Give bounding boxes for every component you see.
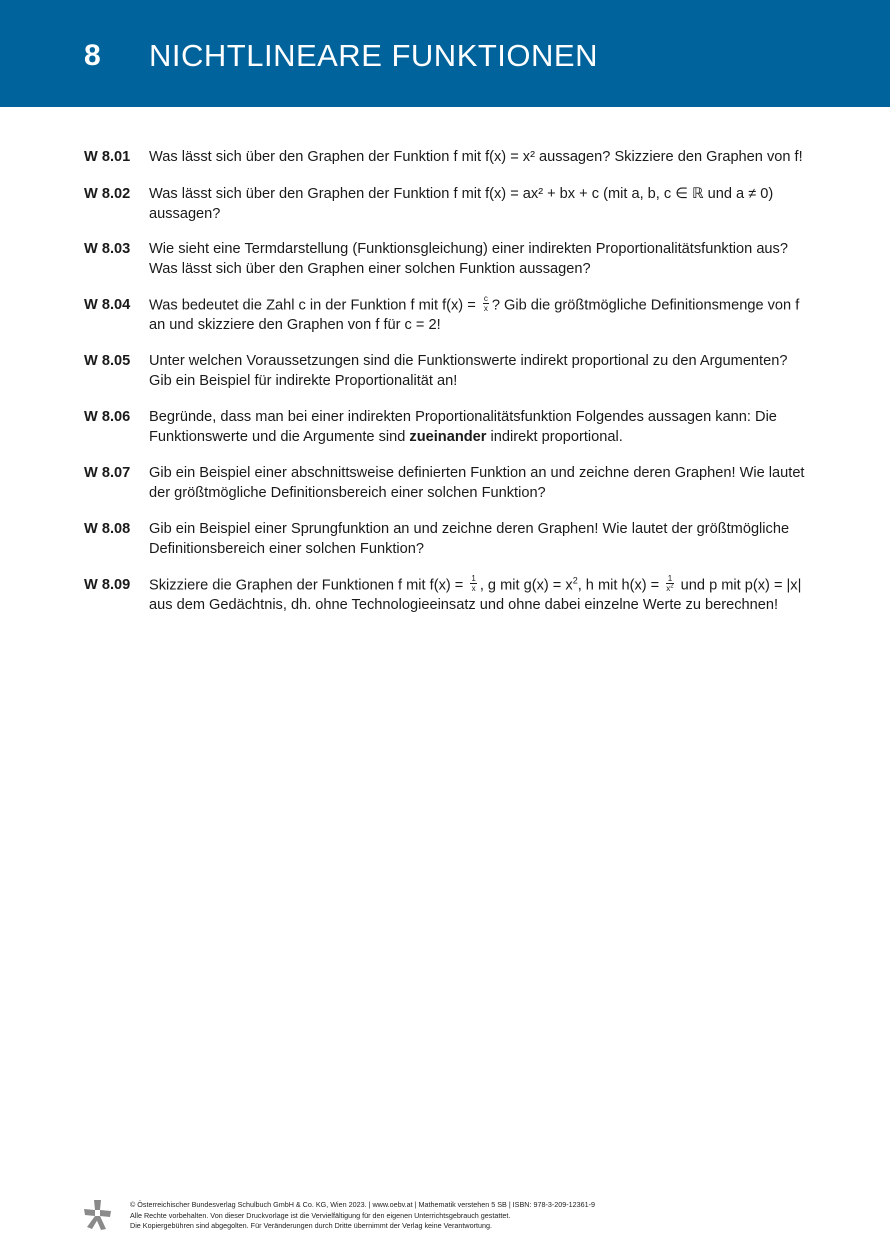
exercise-text: Was lässt sich über den Graphen der Funktion f mit f(x) = x² aussagen? Skizziere den Graphen von f! bbox=[149, 149, 803, 165]
exercise-id: W 8.07 bbox=[84, 465, 131, 481]
exercise-text: Gib ein Beispiel einer abschnittsweise definierten Funktion an und zeichne deren Graphen! Wie lautet der größtmögliche Definitionsbereich einer solchen Funktion? bbox=[149, 465, 805, 501]
exercise-id: W 8.04 bbox=[84, 297, 131, 313]
fraction-denominator bbox=[666, 584, 673, 593]
footer-line: © Österreichischer Bundesverlag Schulbuch GmbH & Co. KG, Wien 2023. | www.oebv.at | Mathematik verstehen 5 SB | ISBN: 978-3-209-12361-9 bbox=[130, 1200, 595, 1209]
text-part: Begründe, dass man bei einer indirekten Proportionalitätsfunktion Folgendes aussagen kann: Die Funktionswerte und die Argumente sind bbox=[149, 409, 777, 445]
fraction-1-over-x bbox=[470, 574, 476, 593]
fraction-1-over-x-squared bbox=[666, 574, 673, 593]
fraction-numerator: 1 bbox=[667, 574, 673, 583]
exercise-text bbox=[149, 576, 809, 615]
text-part: , h mit h(x) = bbox=[577, 577, 660, 594]
text-part: , g mit g(x) = x bbox=[479, 577, 573, 594]
exercise-text: Was lässt sich über den Graphen der Funktion f mit f(x) = ax² + bx + c (mit a, b, c ∈ ℝ und a ≠ 0) aussagen? bbox=[149, 186, 774, 222]
fraction-denominator-base: x bbox=[666, 584, 671, 593]
exercise-id: W 8.03 bbox=[84, 241, 131, 257]
fraction-numerator: c bbox=[483, 294, 488, 303]
exercise-id: W 8.02 bbox=[84, 186, 131, 202]
emphasis-zueinander: zueinander bbox=[409, 428, 487, 445]
exercise-id: W 8.01 bbox=[84, 149, 131, 165]
fraction-c-over-x bbox=[483, 294, 489, 313]
text-part: Skizziere die Graphen der Funktionen f mit f(x) = bbox=[149, 577, 464, 594]
publisher-logo-icon bbox=[84, 1200, 112, 1230]
footer-line: Die Kopiergebühren sind abgegolten. Für Veränderungen durch Dritte übernimmt der Verlag keine Verantwortung. bbox=[130, 1221, 492, 1230]
fraction-numerator: 1 bbox=[471, 574, 476, 583]
exercise-id: W 8.06 bbox=[84, 409, 131, 425]
chapter-number: 8 bbox=[84, 39, 101, 72]
text-part: ? Gib die größtmögliche Definitionsmenge von f an und skizziere den Graphen von f für c = 2! bbox=[149, 297, 800, 333]
exercise-text bbox=[149, 296, 809, 335]
text-part: Was bedeutet die Zahl c in der Funktion f mit f(x) = bbox=[149, 297, 476, 314]
exercise-text bbox=[149, 408, 809, 447]
fraction-denominator: x bbox=[471, 584, 476, 593]
exercise-id: W 8.09 bbox=[84, 577, 131, 593]
footer-line: Alle Rechte vorbehalten. Von dieser Druckvorlage ist die Vervielfältigung für den eigenen Unterrichtsgebrauch gestattet. bbox=[130, 1210, 511, 1220]
text-part: indirekt proportional. bbox=[490, 428, 623, 445]
exponent: 2 bbox=[572, 575, 578, 586]
exercise-id: W 8.08 bbox=[84, 521, 131, 537]
exponent: 2 bbox=[670, 583, 674, 590]
exercise-text: Gib ein Beispiel einer Sprungfunktion an und zeichne deren Graphen! Wie lautet der größtmögliche Definitionsbereich einer solchen Funktion? bbox=[149, 521, 790, 557]
fraction-denominator: x bbox=[483, 304, 488, 313]
exercise-text: Unter welchen Voraussetzungen sind die Funktionswerte indirekt proportional zu den Argumenten? Gib ein Beispiel für indirekte Proportionalität an! bbox=[149, 353, 788, 389]
text-part: und p mit p(x) = |x| aus dem Gedächtnis, dh. ohne Technologieeinsatz und ohne dabei einzelne Werte zu berechnen! bbox=[149, 577, 802, 613]
exercise-id: W 8.05 bbox=[84, 353, 131, 369]
exercise-text: Wie sieht eine Termdarstellung (Funktionsgleichung) einer indirekten Proportionalitätsfunktion aus? Was lässt sich über den Graphen einer solchen Funktion aussagen? bbox=[149, 241, 788, 277]
chapter-title: NICHTLINEARE FUNKTIONEN bbox=[149, 38, 598, 73]
copyright-footer bbox=[130, 1200, 595, 1232]
chapter-header bbox=[0, 0, 890, 107]
